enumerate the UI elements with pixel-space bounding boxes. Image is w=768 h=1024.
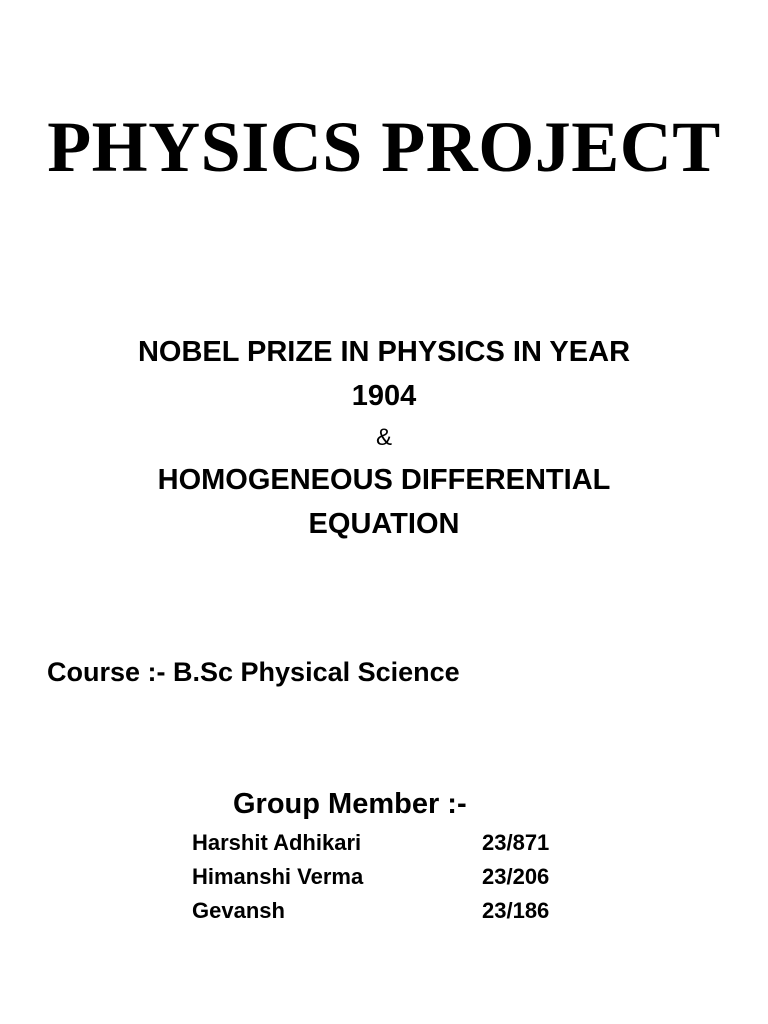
member-name: Harshit Adhikari	[192, 830, 362, 855]
page-title: PHYSICS PROJECT	[47, 107, 721, 187]
member-row	[0, 894, 768, 928]
topic-line-2: 1904	[351, 380, 417, 412]
project-topic	[0, 330, 768, 546]
course-label: Course :- B.Sc Physical Science	[47, 657, 460, 687]
group-heading: Group Member :-	[233, 788, 467, 820]
member-row	[0, 826, 768, 860]
member-roll-number: 23/871	[482, 830, 550, 855]
member-roll-number: 23/206	[482, 864, 550, 889]
member-name: Gevansh	[192, 898, 285, 923]
topic-line-1: NOBEL PRIZE IN PHYSICS IN YEAR	[137, 336, 631, 368]
member-row	[0, 860, 768, 894]
topic-line-3: HOMOGENEOUS DIFFERENTIAL	[157, 464, 611, 496]
member-roll-number: 23/186	[482, 898, 550, 923]
member-name: Himanshi Verma	[192, 864, 364, 889]
topic-ampersand: &	[375, 424, 392, 451]
topic-line-4: EQUATION	[308, 508, 460, 540]
